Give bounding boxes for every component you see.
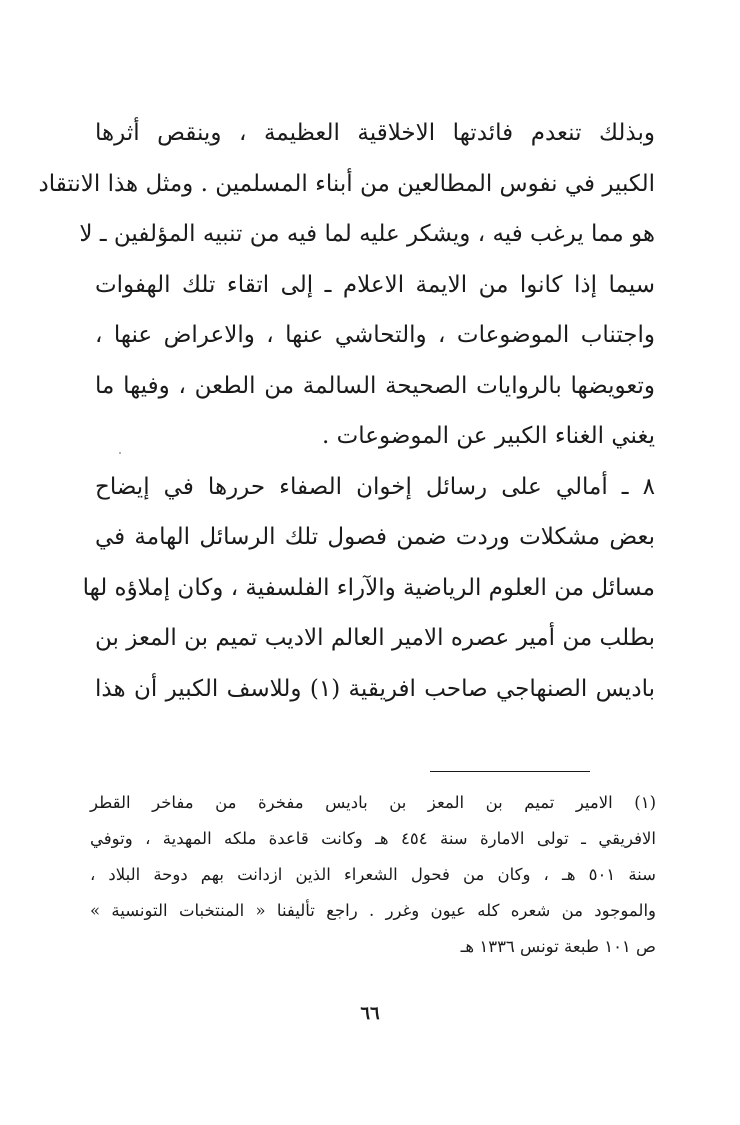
text-line: هو مما يرغب فيه ، ويشكر عليه لما فيه من تنبيه المؤلفين ـ لا	[79, 221, 655, 247]
page-number: ٦٦	[360, 1003, 380, 1024]
text-line: بطلب من أمير عصره الامير العالم الاديب تميم بن المعز بن	[95, 625, 655, 651]
main-text	[38, 108, 655, 714]
text-line: سيما إذا كانوا من الايمة الاعلام ـ إلى اتقاء تلك الهفوات	[95, 271, 655, 298]
footnote-line: سنة ٥٠١ هـ ، وكان من فحول الشعراء الذين ازدانت بهم دوحة البلاد ،	[90, 865, 656, 884]
text-line: مسائل من العلوم الرياضية والآراء الفلسفية ، وكان إملاؤه لها	[82, 574, 655, 601]
text-line: وتعويضها بالروايات الصحيحة السالمة من الطعن ، وفيها ما	[95, 372, 655, 399]
footnote-line: الافريقي ـ تولى الامارة سنة ٤٥٤ هـ وكانت قاعدة ملكه المهدية ، وتوفي	[90, 829, 656, 848]
footnote-line: (١) الامير تميم بن المعز بن باديس مفخرة من مفاخر القطر	[90, 793, 656, 812]
text-line: الكبير في نفوس المطالعين من أبناء المسلمين . ومثل هذا الانتقاد	[38, 170, 655, 197]
text-line: وبذلك تنعدم فائدتها الاخلاقية العظيمة ، وينقص أثرها	[95, 120, 655, 146]
text-line: واجتناب الموضوعات ، والتحاشي عنها ، والاعراض عنها ،	[95, 322, 655, 348]
text-line: يغني الغناء الكبير عن الموضوعات .	[321, 423, 655, 449]
text-line: باديس الصنهاجي صاحب افريقية (١) وللاسف الكبير أن هذا	[95, 675, 655, 702]
text-line: بعض مشكلات وردت ضمن فصول تلك الرسائل الهامة في	[95, 524, 655, 550]
text-line: ٨ ـ أمالي على رسائل إخوان الصفاء حررها في إيضاح	[95, 473, 655, 500]
ink-speck	[119, 452, 121, 454]
footnote-line: ص ١٠١ طبعة تونس ١٣٣٦ هـ	[460, 937, 656, 956]
footnote-block	[90, 785, 656, 965]
footnote-line: والموجود من شعره كله عيون وغرر . راجع تأليفنا « المنتخبات التونسية »	[90, 901, 656, 920]
footnote-divider	[430, 771, 590, 772]
